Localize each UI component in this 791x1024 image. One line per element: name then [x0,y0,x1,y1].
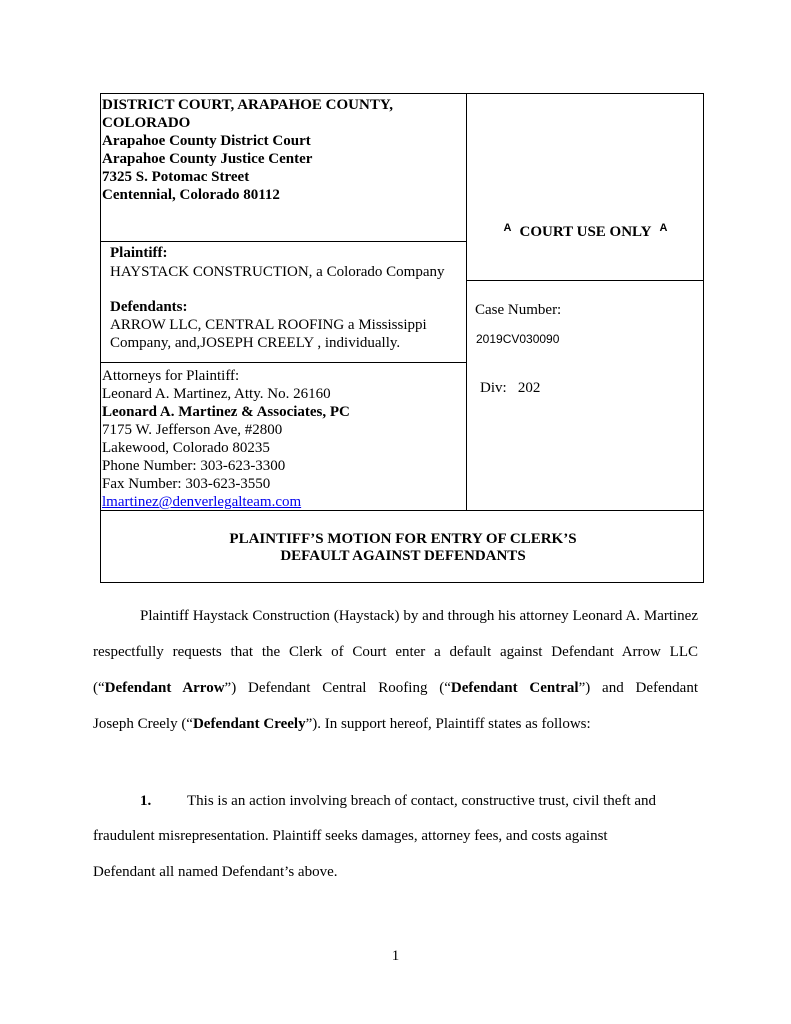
attorney-name: Leonard A. Martinez, Atty. No. 26160 [102,386,331,402]
court-line: Centennial, Colorado 80112 [102,187,280,203]
defined-term: Defendant Arrow [104,680,225,696]
plaintiff-block [110,244,465,282]
intro-line: Plaintiff Haystack Construction (Haystack) by and through his attorney Leonard A. Martinez [140,608,698,624]
firm-name: Leonard A. Martinez & Associates, PC [102,404,350,420]
court-use-symbol-right: A [659,222,668,234]
division [480,380,540,397]
firm-address-line: 7175 W. Jefferson Ave, #2800 [102,422,283,438]
caption-table [100,93,704,583]
paragraph-line: fraudulent misrepresentation. Plaintiff seeks damages, attorney fees, and costs against [93,828,608,844]
plaintiff-label: Plaintiff: [110,245,168,261]
court-name-block [102,96,462,204]
caption-divider-court [101,241,467,242]
case-number-label: Case Number: [475,302,562,318]
paragraph-line: This is an action involving breach of contact, constructive trust, civil theft and [187,793,657,809]
page-number: 1 [391,948,400,964]
court-line: 7325 S. Potomac Street [102,169,250,185]
caption-divider-vertical [466,94,467,510]
defined-term: Defendant Central [450,680,579,696]
court-line: Arapahoe County Justice Center [102,151,313,167]
defendants-line: ARROW LLC, CENTRAL ROOFING a Mississippi [110,317,427,333]
title-line: DEFAULT AGAINST DEFENDANTS [280,548,526,564]
court-use-only [467,222,704,241]
defined-term: Defendant Creely [192,716,306,732]
court-use-symbol-left: A [503,222,512,234]
document-title [101,531,705,565]
caption-divider-parties [101,362,467,363]
attorney-label: Attorneys for Plaintiff: [102,368,240,384]
defendants-line: Company, and,JOSEPH CREELY , individually. [110,335,401,351]
phone-number: Phone Number: 303-623-3300 [102,458,286,474]
plaintiff-name: HAYSTACK CONSTRUCTION, a Colorado Company [110,264,445,280]
caption-divider-court-use [466,280,704,281]
division-label: Div: [480,380,507,396]
paragraph-line: Defendant all named Defendant’s above. [93,864,338,880]
firm-address-line: Lakewood, Colorado 80235 [102,440,270,456]
court-use-label: COURT USE ONLY [519,224,652,240]
email-link[interactable]: lmartinez@denverlegalteam.com [102,494,302,510]
defendants-label: Defendants: [110,299,188,315]
title-line: PLAINTIFF’S MOTION FOR ENTRY OF CLERK’S [229,531,577,547]
court-line: COLORADO [102,115,191,131]
paragraph-number: 1. [140,793,152,809]
court-line: Arapahoe County District Court [102,133,311,149]
fax-number: Fax Number: 303-623-3550 [102,476,271,492]
intro-line: (“Defendant Arrow”) Defendant Central Roofing (“Defendant Central”) and Defendant [93,680,699,696]
intro-line: respectfully requests that the Clerk of Court enter a default against Defendant Arrow LLC [93,644,698,660]
defendants-block [110,298,465,352]
attorney-block [102,367,464,511]
intro-line: Joseph Creely (“Defendant Creely”). In support hereof, Plaintiff states as follows: [93,716,591,732]
court-line: DISTRICT COURT, ARAPAHOE COUNTY, [102,97,394,113]
case-number: 2019CV030090 [476,332,560,346]
division-value: 202 [517,380,541,396]
